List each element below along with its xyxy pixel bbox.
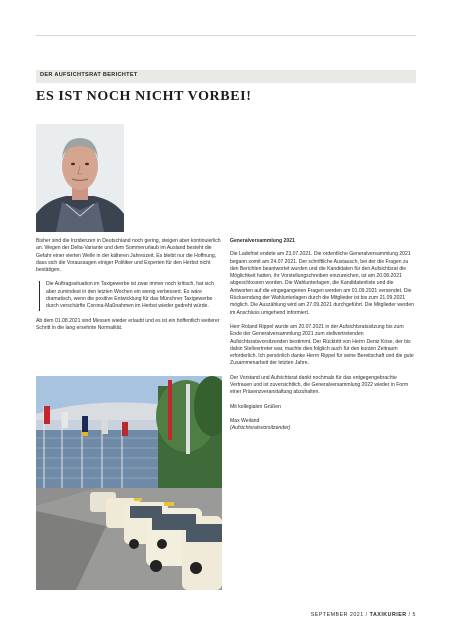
signature-name: Max Weiland: [230, 417, 260, 424]
footer-separator: /: [365, 612, 370, 618]
footer-month: SEPTEMBER 2021: [310, 612, 364, 618]
portrait-image: [36, 124, 124, 232]
assembly-paragraph: Die Ladefrist endete am 23.07.2021. Die ordentliche Generalversammlung 2021 begann somit am 24.07.2021. Der schriftliche Austausch, bei der die Fragen zu den Berichten beantwortet wurden und die Kandidaten für den Aufsichtsrat die Möglichkeit hatten, ihr Vorstellungschreiben einzureichen, ist am 20.08.2021 abgeschlossen worden. Die Wahlunterlagen, die Kandidatenliste und die Antworten auf die eingegangenen Fragen werden am 01.09.2021 versendet. Die Rücksendung der Wahlunterlagen durch die Mitglieder ist bis zum 21.09.2021 möglich. Die Auszählung wird am 27.09.2021 durchgeführt. Die Mitglieder werden im Anschluss umgehend informiert.: [230, 251, 415, 316]
footer-separator-2: /: [408, 612, 413, 618]
signature-role: (Aufsichtsratsvorsitzender): [230, 425, 291, 432]
article-title: ES IST NOCH NICHT VORBEI!: [36, 89, 252, 104]
top-rule: [36, 35, 416, 36]
intro-paragraph: Bisher sind die Inzidenzen in Deutschland noch gering, steigen aber kontinuierlich an. Wegen der Delta-Variante und dem Sommerurlaub im Ausland besteht die Gefahr einer vierten Welle in der kälteren Jahreszeit. Es bleibt nur die Hoffnung, dass sich die Voraussagen einiger Politiker und Experten für den Herbst nicht bestätigen.: [36, 238, 221, 274]
thanks-paragraph: Der Vorstand und Aufsichtsrat dankt nochmals für das entgegengebrachte Vertrauen und ist zuversichtlich, die Generalversammlung 2022 wieder in Form einer Präsenzveranstaltung abzuhalten.: [230, 374, 409, 396]
board-change-paragraph: Herr Roland Rippel wurde am 20.07.2021 in der Aufsichtsratssitzung bis zum Ende der Generalversammlung 2021 zum stellvertretenden Aufsichtsratsvorsitzenden bestimmt. Der Rücktritt von Herrn Deniz Köse, der bis dahin Stellvertreter war, machte dies folglich auch für den kurzen Zeitraum erforderlich. Ich persönlich danke Herrn Rippel für seine Bereitschaft und die gute Zusammenarbeit der letzten Jahre.: [230, 323, 414, 367]
right-column: [230, 238, 416, 433]
section-label: DER AUFSICHTSRAT BERICHTET: [40, 72, 138, 78]
author-portrait: [36, 124, 124, 232]
trade-fair-paragraph: Ab dem 01.08.2021 sind Messen wieder erlaubt und es ist ein hoffentlich weiterer Schritt in die lang ersehnte Normalität.: [36, 317, 220, 331]
greeting: Mit kollegialen Grüßen: [230, 403, 281, 410]
subheading-general-assembly: Generalversammlung 2021: [230, 238, 295, 244]
footer-magazine: TAXIKURIER: [369, 612, 407, 618]
quote-paragraph: Die Auftragssituation im Taxigewerbe ist zwar immer noch kritisch, hat sich aber zumindest in den letzten Wochen ein wenig verbessert. Es wäre dramatisch, wenn die positive Entwicklung für das Münchner Taxigewerbe durch verschärfte Corona-Maßnahmen im Herbst wieder gedreht würde.: [39, 281, 222, 310]
page-footer: [311, 612, 416, 618]
left-column: [36, 238, 222, 339]
taxi-rank-image: [36, 376, 222, 590]
taxi-rank-photo: [36, 376, 222, 590]
page-number: 5: [412, 612, 416, 618]
